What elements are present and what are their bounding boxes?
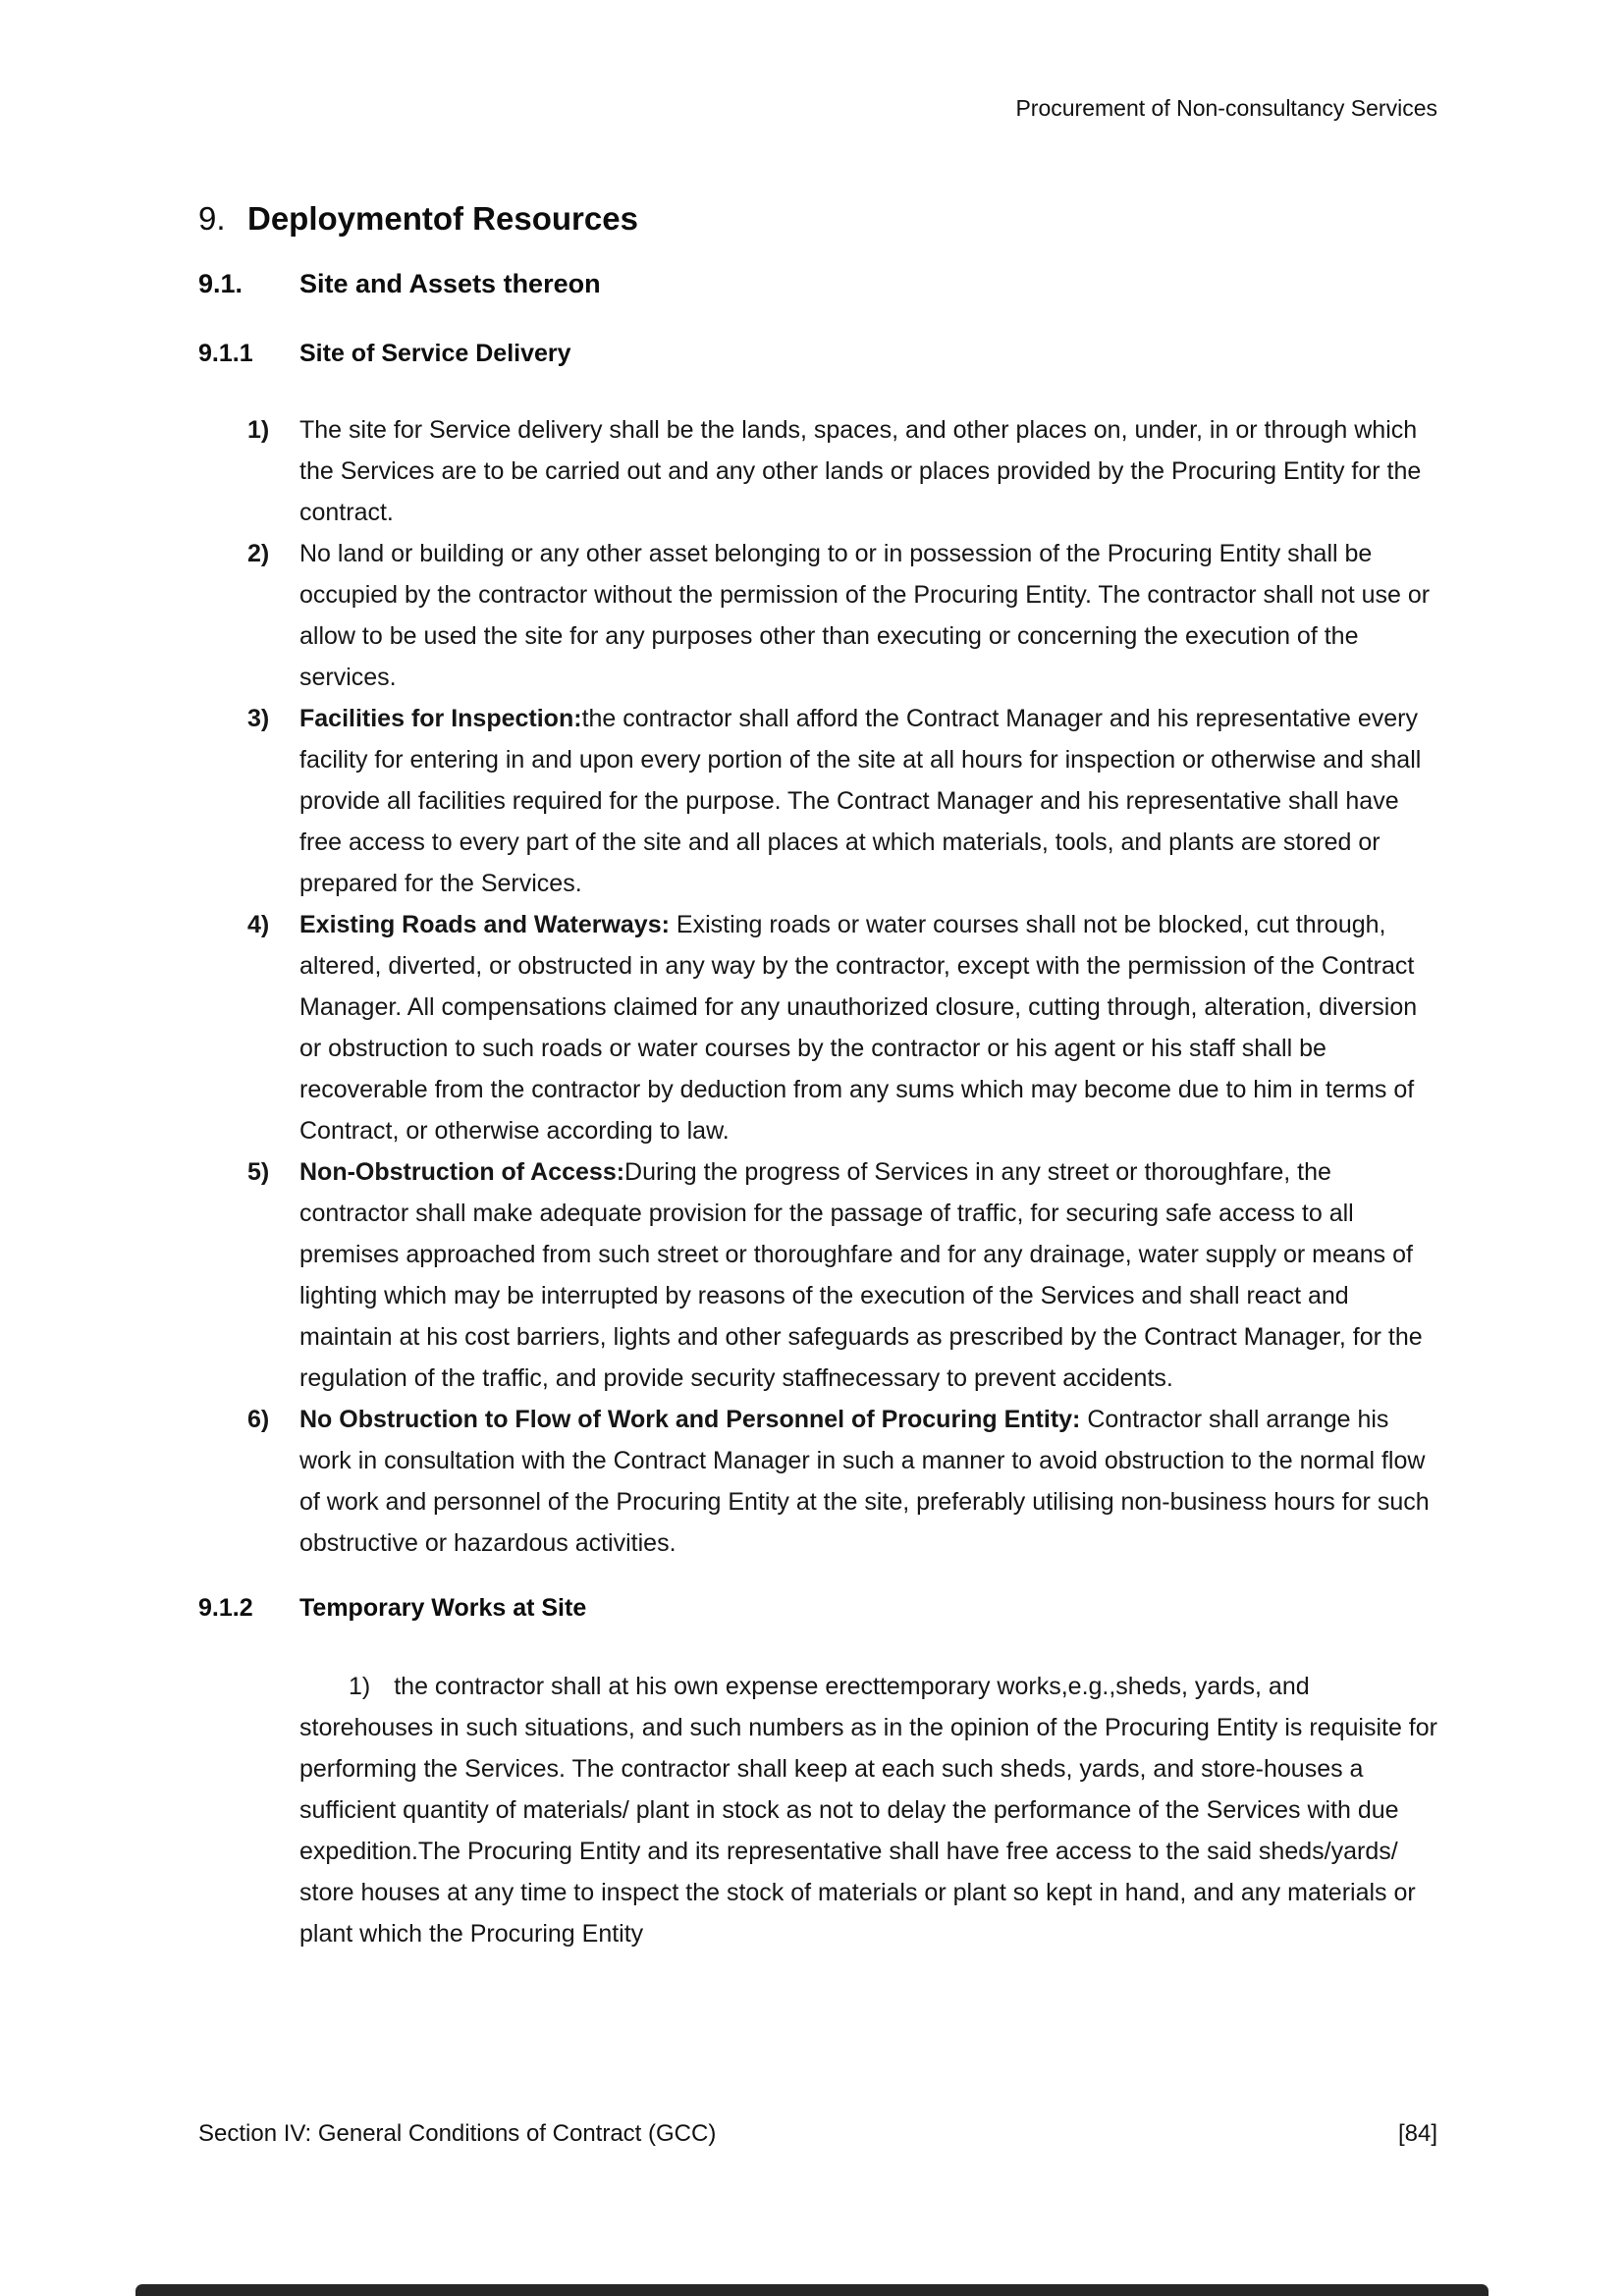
list-item-bold-lead: No Obstruction to Flow of Work and Personnel of Procuring Entity: xyxy=(299,1406,1088,1433)
section-heading xyxy=(198,197,1437,240)
list-item-number: 3) xyxy=(247,705,270,732)
subsection-912-heading xyxy=(198,1591,1437,1625)
list-item-bold-lead: Existing Roads and Waterways: xyxy=(299,911,677,938)
list-item xyxy=(198,1399,1437,1564)
list-item-bold-lead: Non-Obstruction of Access: xyxy=(299,1158,625,1186)
footer-page-number: [84] xyxy=(1397,2120,1437,2147)
page-header xyxy=(198,93,1437,123)
list-item-text: the contractor shall afford the Contract Manager and his representative every facility for entering in and upon every portion of the site at all hours for inspection or otherwise and shall provide all facilities required for the purpose. The Contract Manager and his representative shall have free access to every part of the site and all places at which materials, tools, and plants are stored or prepared for the Services. xyxy=(299,705,1422,897)
list-item-number: 4) xyxy=(247,911,270,938)
page-footer xyxy=(198,2118,1437,2150)
bottom-bar xyxy=(135,2284,1489,2296)
subsection-91-title: Site and Assets thereon xyxy=(299,269,601,298)
list-item-bold-lead: Facilities for Inspection: xyxy=(299,705,582,732)
subsection-911-heading xyxy=(198,337,1437,370)
paragraph-text: the contractor shall at his own expense erecttemporary works,e.g.,sheds, yards, and storehouses in such situations, and such numbers as in the opinion of the Procuring Entity is requisite for performing the Services. The contractor shall keep at each such sheds, yards, and store-houses a sufficient quantity of materials/ plant in stock as not to delay the performance of the Services with due expedition.The Procuring Entity and its representative shall have free access to the said sheds/yards/ store houses at any time to inspect the stock of materials or plant so kept in hand, and any materials or plant which the Procuring Entity xyxy=(299,1673,1437,1948)
temporary-works-paragraph xyxy=(299,1666,1437,1954)
section-title: Deploymentof Resources xyxy=(247,200,638,237)
subsection-91-number: 9.1. xyxy=(198,269,244,298)
subsection-911-number: 9.1.1 xyxy=(198,340,253,367)
list-item xyxy=(198,904,1437,1151)
header-text: Procurement of Non-consultancy Services xyxy=(1015,95,1437,121)
numbered-list xyxy=(198,409,1437,1564)
list-item-text: The site for Service delivery shall be the lands, spaces, and other places on, under, in or through which the Services are to be carried out and any other lands or places provided by the Procuring Entity for the contract. xyxy=(299,416,1422,526)
list-item-text: No land or building or any other asset belonging to or in possession of the Procuring Entity shall be occupied by the contractor without the permission of the Procuring Entity. The contractor shall not use or allow to be used the site for any purposes other than executing or concerning the execution of the services. xyxy=(299,540,1431,691)
subsection-912-title: Temporary Works at Site xyxy=(299,1594,587,1622)
subsection-911-title: Site of Service Delivery xyxy=(299,340,571,367)
list-item-number: 6) xyxy=(247,1406,270,1433)
list-item-number: 5) xyxy=(247,1158,270,1186)
list-item-number: 2) xyxy=(247,540,270,567)
footer-section-label: Section IV: General Conditions of Contract (GCC) xyxy=(198,2120,717,2147)
list-item-text: Existing roads or water courses shall not be blocked, cut through, altered, diverted, or obstructed in any way by the contractor, except with the permission of the Contract Manager. All compensations claimed for any unauthorized closure, cutting through, alteration, diversion or obstruction to such roads or water courses by the contractor or his agent or his staff shall be recoverable from the contractor by deduction from any sums which may become due to him in terms of Contract, or otherwise according to law. xyxy=(299,911,1418,1145)
list-item xyxy=(198,1151,1437,1399)
list-item-text: Contractor shall arrange his work in consultation with the Contract Manager in such a manner to avoid obstruction to the normal flow of work and personnel of the Procuring Entity at the site, preferably utilising non-business hours for such obstructive or hazardous activities. xyxy=(299,1406,1430,1557)
subsection-91-heading xyxy=(198,266,1437,301)
subsection-912-number: 9.1.2 xyxy=(198,1594,253,1622)
list-item xyxy=(198,533,1437,698)
paragraph-number: 1) xyxy=(349,1673,371,1700)
list-item xyxy=(198,698,1437,904)
list-item xyxy=(198,409,1437,533)
section-number: 9. xyxy=(198,200,226,237)
list-item-text: During the progress of Services in any street or thoroughfare, the contractor shall make adequate provision for the passage of traffic, for securing safe access to all premises approached from such street or thoroughfare and for any drainage, water supply or means of lighting which may be interrupted by reasons of the execution of the Services and shall react and maintain at his cost barriers, lights and other safeguards as prescribed by the Contract Manager, for the regulation of the traffic, and provide security staffnecessary to prevent accidents. xyxy=(299,1158,1423,1392)
list-item-number: 1) xyxy=(247,416,270,444)
